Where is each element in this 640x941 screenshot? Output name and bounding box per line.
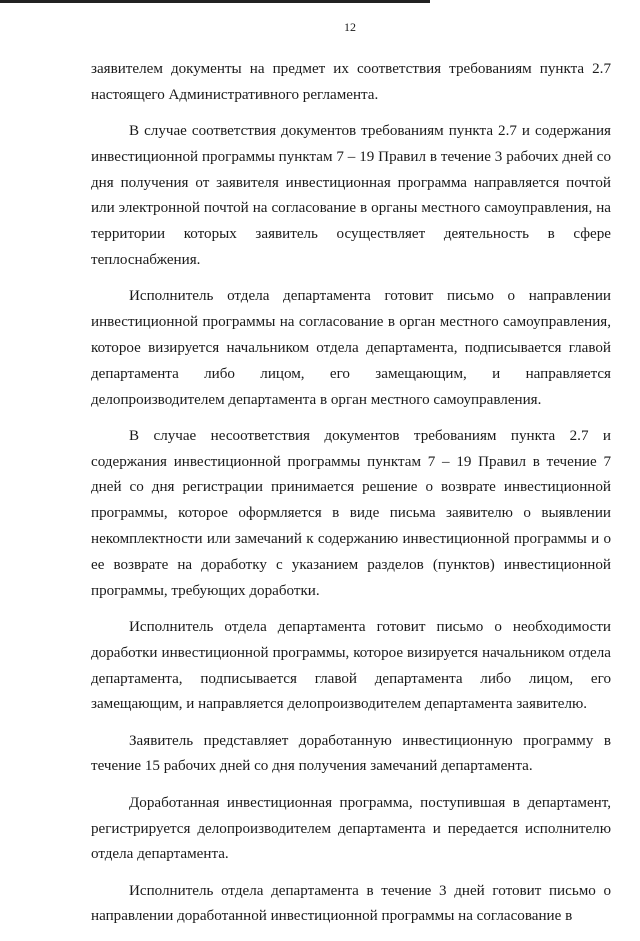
document-body bbox=[91, 57, 611, 941]
paragraph: Исполнитель отдела департамента готовит письмо о необходимости доработки инвестиционной программы, которое визируется начальником отдела департамента, подписывается главой департамента либо лицом, его замещающим, и направляется делопроизводителем департамента заявителю. bbox=[91, 618, 611, 713]
scan-edge-rule bbox=[0, 0, 430, 3]
paragraph: Исполнитель отдела департамента готовит письмо о направлении инвестиционной программы на согласование в орган местного самоуправления, которое визируется начальником отдела департамента, подписывается главой департамента либо лицом, его замещающим, и направляется делопроизводителем департамента в орган местного самоуправления. bbox=[91, 288, 611, 408]
paragraph: Заявитель представляет доработанную инвестиционную программу в течение 15 рабочих дней со дня получения замечаний департамента. bbox=[91, 732, 611, 775]
paragraph-continuation: заявителем документы на предмет их соответствия требованиям пункта 2.7 настоящего Административного регламента. bbox=[91, 61, 611, 103]
paragraph: В случае несоответствия документов требованиям пункта 2.7 и содержания инвестиционной программы пунктам 7 – 19 Правил в течение 7 дней со дня регистрации принимается решение о возврате инвестиционной программы, которое оформляется в виде письма заявителю о выявлении некомплектности или замечаний к содержанию инвестиционной программы и о ее возврате на доработку с указанием разделов (пунктов) инвестиционной программы, требующих доработки. bbox=[91, 427, 611, 599]
page-number: 12 bbox=[344, 20, 356, 34]
paragraph: Доработанная инвестиционная программа, поступившая в департамент, регистрируется делопроизводителем департамента и передается исполнителю отдела департамента. bbox=[91, 794, 611, 863]
paragraph: Исполнитель отдела департамента в течение 3 дней готовит письмо о направлении доработанной инвестиционной программы на согласование в bbox=[91, 882, 611, 925]
paragraph: В случае соответствия документов требованиям пункта 2.7 и содержания инвестиционной программы пунктам 7 – 19 Правил в течение 3 рабочих дней со дня получения от заявителя инвестиционная программа направляется почтой или электронной почтой на согласование в органы местного самоуправления, на территории которых заявитель осуществляет деятельность в сфере теплоснабжения. bbox=[91, 123, 611, 269]
